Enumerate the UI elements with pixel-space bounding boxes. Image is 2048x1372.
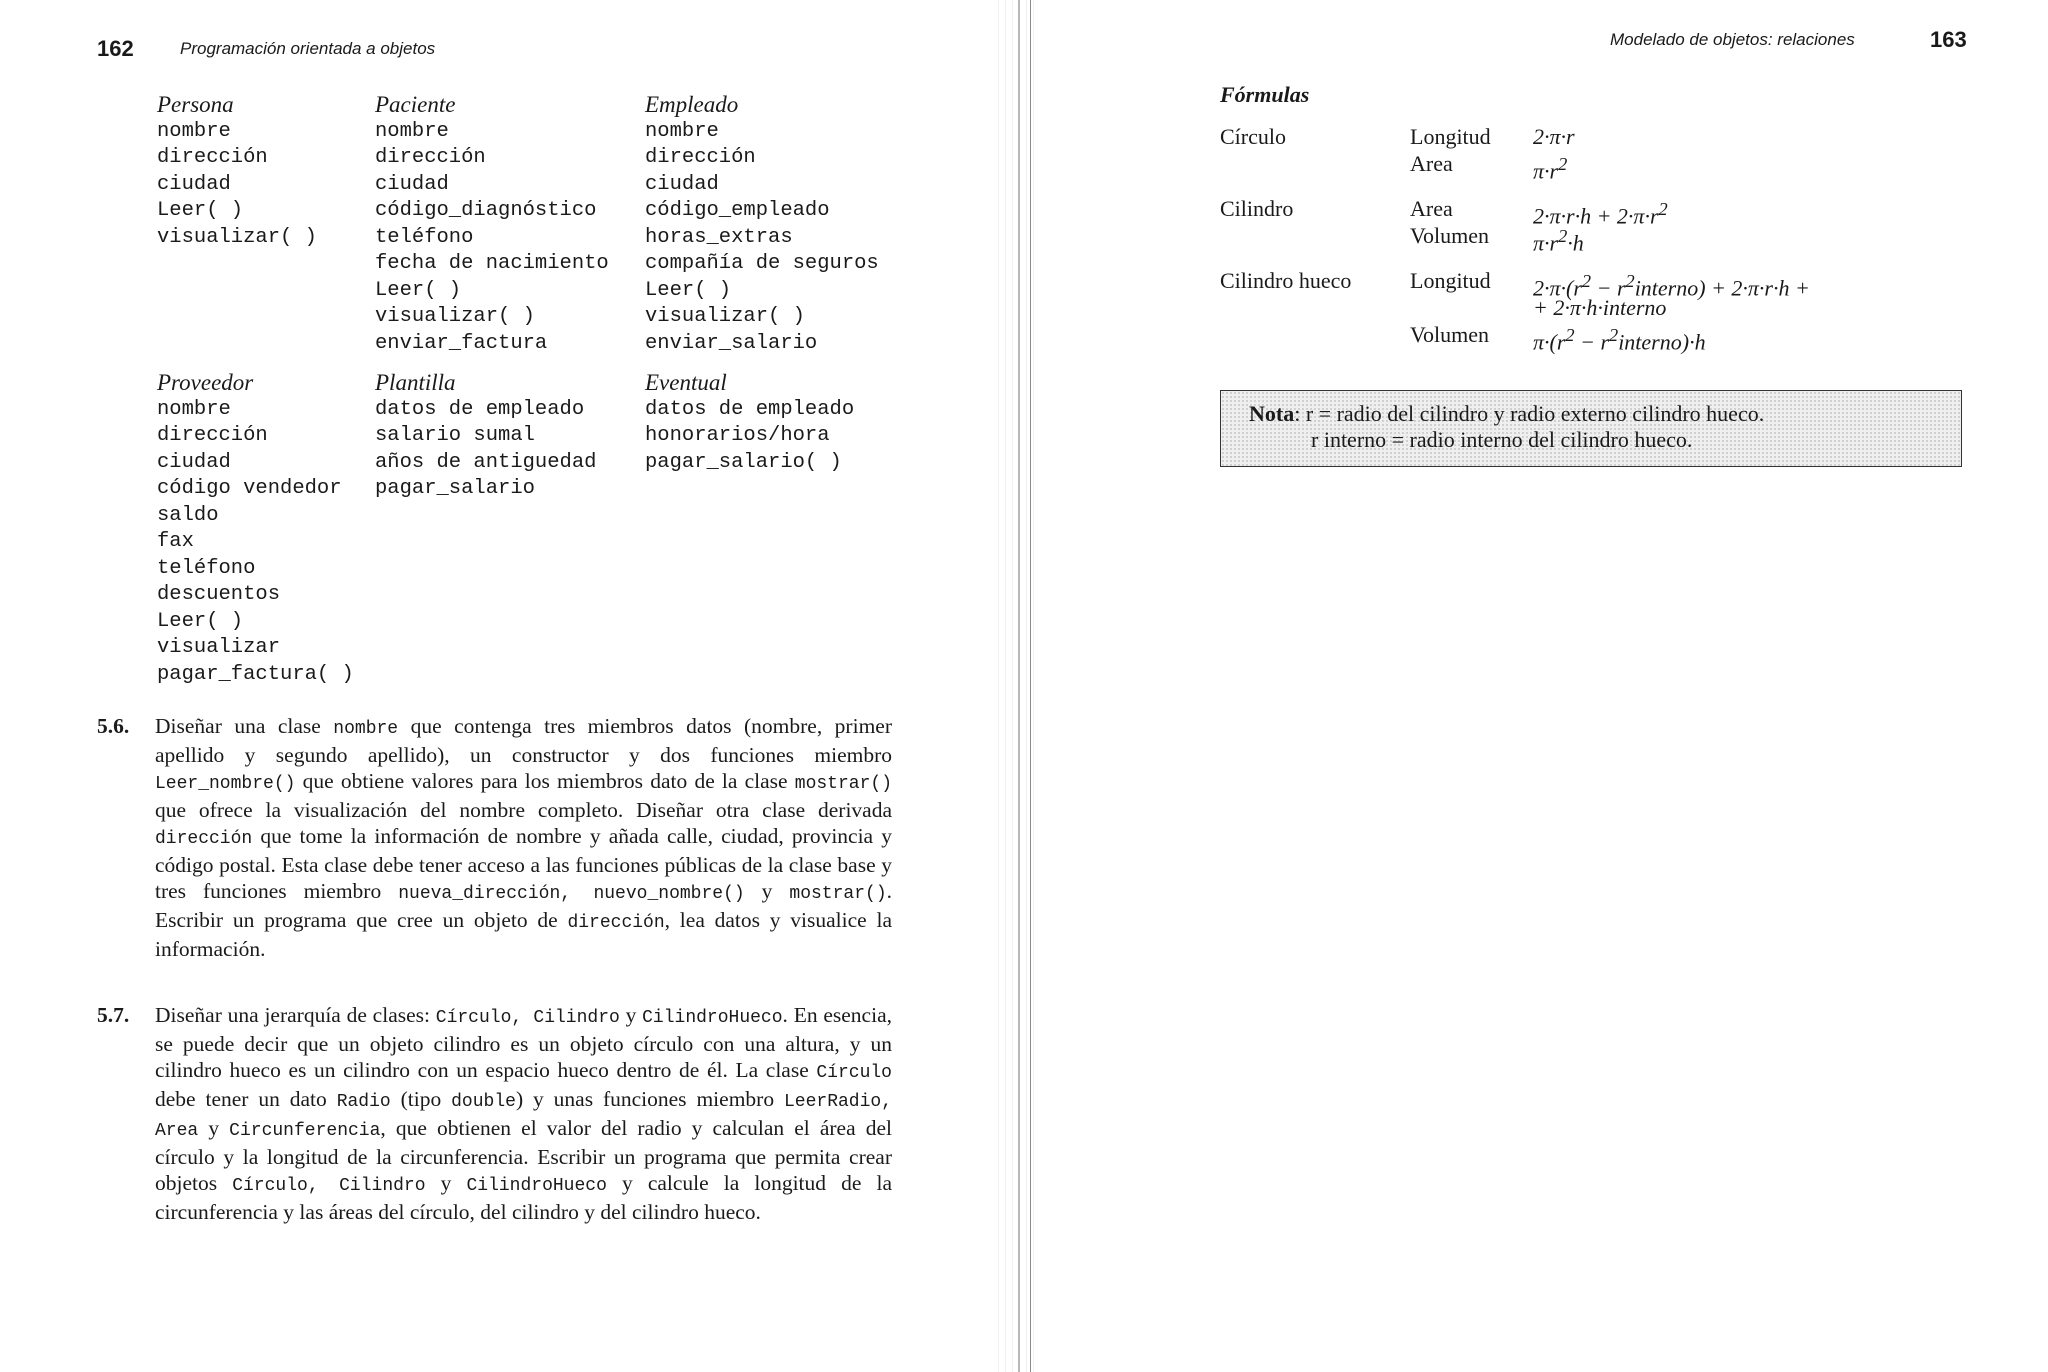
class-block-eventual [645, 370, 854, 476]
code-term: double [451, 1092, 516, 1112]
formula-expression: $2\cdot\pi\cdot r\cdot h + 2\cdot\pi\cdot r^2$ [1533, 199, 1668, 229]
text-segment: Diseñar una clase [155, 714, 334, 738]
text-segment: y [619, 1003, 643, 1027]
class-block-paciente [375, 92, 609, 357]
class-name: Persona [157, 92, 234, 117]
code-term: Círculo, Cilindro [435, 1008, 620, 1028]
text-segment: que obtiene valores para los miembros dato de la clase [295, 769, 795, 793]
class-member: dirección [375, 146, 486, 169]
code-term: dirección [567, 913, 665, 933]
class-member: código_diagnóstico [375, 199, 597, 222]
running-title-left: Programación orientada a objetos [180, 39, 436, 58]
exercise-5-7 [97, 1002, 892, 1225]
formula-property: Volumen [1410, 223, 1490, 248]
code-term: Circunferencia [229, 1121, 381, 1141]
note-text-2: r interno = radio interno del cilindro hueco. [1311, 427, 1693, 452]
class-member: horas_extras [645, 225, 793, 249]
class-member: nombre [157, 397, 231, 421]
class-member: honorarios/hora [645, 424, 830, 447]
class-member: pagar_factura( ) [157, 662, 354, 686]
code-term: mostrar() [794, 774, 892, 794]
gutter-line [1018, 0, 1020, 1372]
class-member: código vendedor [157, 477, 342, 500]
text-segment: y [198, 1116, 230, 1140]
class-member: nombre [157, 119, 231, 143]
page-number-right: 163 [1930, 27, 1967, 52]
code-term: nombre [333, 719, 399, 739]
text-segment: , lea datos y visualice la información. [155, 908, 892, 961]
class-name: Paciente [375, 92, 456, 117]
class-member: Leer( ) [157, 609, 244, 633]
formula-shape: Círculo [1220, 124, 1286, 149]
code-term: CilindroHueco [466, 1176, 607, 1196]
class-block-persona [157, 92, 317, 251]
class-member: descuentos [157, 583, 281, 606]
formula-expression: $\pi\cdot(r^2$ − $r^2interno)\cdot h$ [1533, 325, 1706, 355]
code-term: mostrar() [789, 884, 887, 904]
class-member: Leer( ) [375, 278, 462, 302]
class-member: visualizar( ) [157, 225, 317, 249]
class-name: Eventual [645, 370, 727, 395]
formula-property: Longitud [1410, 268, 1491, 293]
formula-expression: + 2·π·h·interno [1533, 295, 1667, 320]
class-member: datos de empleado [375, 397, 585, 421]
class-member: teléfono [157, 556, 256, 580]
class-member: nombre [375, 119, 449, 143]
class-member: salario sumal [375, 424, 535, 447]
running-title-right: Modelado de objetos: relaciones [1610, 30, 1855, 49]
exercise-text [155, 713, 892, 962]
class-block-empleado [645, 92, 879, 357]
formula-shape: Cilindro [1220, 196, 1294, 221]
code-term: Radio [336, 1092, 391, 1112]
exercise-5-6 [97, 713, 892, 962]
text-segment: y [425, 1171, 467, 1195]
formulas-title: Fórmulas [1220, 82, 1310, 107]
formula-property: Area [1410, 151, 1453, 176]
class-member: Leer( ) [645, 278, 732, 302]
class-member: enviar_salario [645, 331, 818, 355]
text-segment: . Escribir un programa que cree un objeto de [155, 879, 892, 932]
class-member: años de antiguedad [375, 450, 597, 474]
text-segment: . En esencia, se puede decir que un objeto cilindro es un objeto círculo con una altura, y un cilindro hueco es un cilindro con un espacio hueco dentro de él. La clase [155, 1003, 892, 1082]
code-term: Leer_nombre() [155, 774, 296, 794]
code-term: Círculo, Cilindro [232, 1176, 426, 1196]
left-page [0, 0, 1010, 1372]
class-member: visualizar( ) [375, 305, 535, 328]
class-member: ciudad [375, 172, 449, 196]
note-text-1: r = radio del cilindro y radio externo cilindro hueco. [1305, 401, 1765, 426]
class-member: dirección [157, 146, 268, 169]
class-member: ciudad [157, 172, 231, 196]
class-member: dirección [157, 424, 268, 447]
class-member: código_empleado [645, 199, 830, 222]
formula-property: Longitud [1410, 124, 1491, 149]
formula-property: Volumen [1410, 322, 1490, 347]
text-segment: que ofrece la visualización del nombre completo. Diseñar otra clase derivada [155, 798, 892, 822]
exercise-number: 5.7. [97, 1003, 130, 1027]
formula-group-cilindro-hueco [1220, 268, 1980, 358]
text-segment: que tome la información de nombre y añada calle, ciudad, provincia y código postal. Esta clase debe tener acceso a las funciones públicas de la clase base y tres funciones miembro [155, 824, 892, 903]
class-member: visualizar( ) [645, 305, 805, 328]
text-segment: , que obtienen el valor del radio y calculan el área del círculo y la longitud de la circunferencia. Escribir un programa que permita crear objetos [155, 1116, 892, 1195]
formula-expression: $\pi\cdot r^2\cdot h$ [1533, 226, 1584, 256]
class-name: Plantilla [375, 370, 456, 395]
text-segment: y [744, 879, 790, 903]
class-member: enviar_factura [375, 331, 548, 355]
class-member: teléfono [375, 225, 474, 249]
class-member: nombre [645, 119, 719, 143]
right-page [1030, 0, 2048, 1372]
class-member: dirección [645, 146, 756, 169]
class-member: pagar_salario( ) [645, 450, 842, 474]
exercise-text [155, 1002, 892, 1225]
text-segment: Diseñar una jerarquía de clases: [155, 1003, 436, 1027]
class-member: ciudad [645, 172, 719, 196]
code-term: dirección [155, 829, 253, 849]
page-number-left: 162 [97, 36, 134, 61]
class-member: Leer( ) [157, 199, 244, 222]
formula-expression: $2\cdot\pi\cdot(r^2$ − $r^2interno) + 2\cdot\pi\cdot r\cdot h$ + [1533, 271, 1810, 301]
note-line-1 [1249, 401, 1764, 426]
class-block-plantilla [375, 370, 596, 503]
code-term: Círculo [816, 1063, 892, 1083]
formula-expression: $\pi\cdot r^2$ [1533, 154, 1568, 184]
class-member: ciudad [157, 450, 231, 474]
code-term: LeerRadio, Area [155, 1092, 893, 1141]
code-term: nueva_dirección, nuevo_nombre() [398, 884, 745, 904]
class-name: Proveedor [157, 370, 254, 395]
class-member: fax [157, 530, 194, 553]
text-segment: (tipo [390, 1087, 452, 1111]
class-member: visualizar [157, 636, 281, 659]
class-member: fecha de nacimiento [375, 252, 609, 275]
class-member: saldo [157, 503, 219, 527]
class-name: Empleado [645, 92, 739, 117]
text-segment: ) y unas funciones miembro [515, 1087, 784, 1111]
class-member: compañía de seguros [645, 252, 879, 275]
note-colon: : [1294, 401, 1306, 426]
class-block-proveedor [157, 370, 354, 688]
note-box [1220, 390, 1962, 467]
exercise-number: 5.6. [97, 714, 130, 738]
class-member: pagar_salario [375, 477, 535, 500]
formula-expression: 2·π·r [1533, 124, 1575, 149]
formula-group-cilindro [1220, 196, 1980, 256]
note-line-2 [1311, 427, 1692, 452]
code-term: CilindroHueco [642, 1008, 783, 1028]
note-label: Nota [1249, 401, 1295, 426]
formula-shape: Cilindro hueco [1220, 268, 1352, 293]
text-segment: debe tener un dato [155, 1087, 337, 1111]
text-segment: que contenga tres miembros datos (nombre, primer apellido y segundo apellido), un constructor y dos funciones miembro [155, 714, 892, 767]
formula-group-circulo [1220, 124, 1980, 184]
text-segment: y calcule la longitud de la circunferencia y las áreas del círculo, del cilindro y del cilindro hueco. [155, 1171, 893, 1224]
formula-property: Area [1410, 196, 1453, 221]
class-member: datos de empleado [645, 397, 855, 421]
